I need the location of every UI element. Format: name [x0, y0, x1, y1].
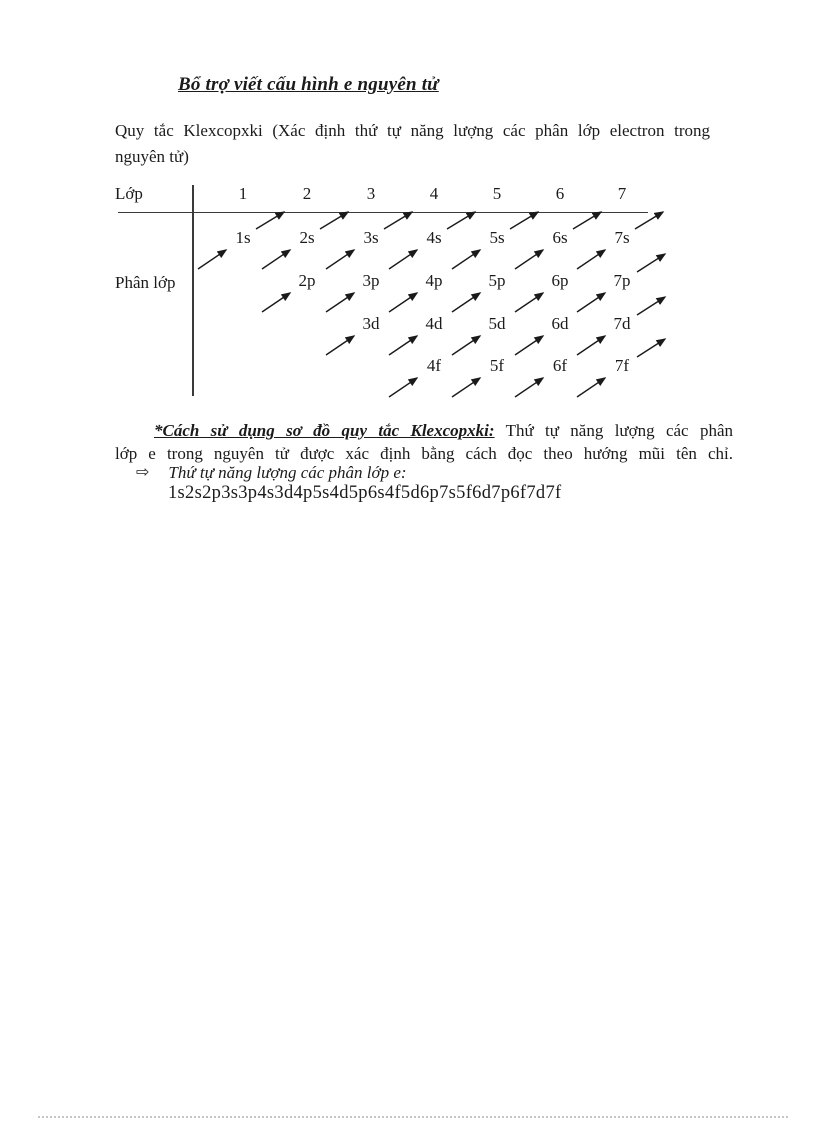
- intro-line-1: Quy tắc Klexcopxki (Xác định thứ tự năng lượng các phân lớp electron trong: [115, 121, 710, 140]
- page-bottom-rule: [38, 1116, 788, 1118]
- diagram-horizontal-line: [118, 212, 648, 214]
- shell-number-4: 4: [429, 184, 439, 203]
- diagonal-arrow-icon: [515, 378, 543, 397]
- diagonal-arrow-icon: [198, 250, 226, 269]
- diagonal-arrow-icon: [452, 293, 480, 312]
- usage-line-2: lớp e trong nguyên tử được xác định bằng cách đọc theo hướng mũi tên chỉ.: [115, 444, 733, 463]
- usage-line-1: [115, 419, 733, 442]
- subshell-label-5p: 5p: [488, 271, 506, 290]
- diagonal-arrow-icon: [326, 293, 354, 312]
- intro-paragraph: [115, 118, 710, 170]
- usage-lead: *Cách sử dụng sơ đồ quy tắc Klexcopxki:: [154, 421, 495, 440]
- subshell-label-5f: 5f: [489, 356, 505, 375]
- subshell-axis-label: Phân lớp: [115, 273, 176, 292]
- diagonal-arrow-icon: [637, 339, 665, 357]
- diagonal-arrow-icon: [452, 250, 480, 269]
- diagonal-arrow-icon: [515, 250, 543, 269]
- page-title: Bổ trợ viết cấu hình e nguyên tử: [178, 74, 439, 95]
- subshell-label-5s: 5s: [489, 228, 505, 247]
- shell-number-3: 3: [366, 184, 376, 203]
- energy-sequence: 1s2s2p3s3p4s3d4p5s4d5p6s4f5d6p7s5f6d7p6f7d7f: [168, 483, 562, 503]
- subshell-label-6d: 6d: [551, 314, 569, 333]
- shell-axis-label: Lớp: [115, 184, 143, 203]
- diagonal-arrow-icon: [326, 250, 354, 269]
- shell-number-2: 2: [302, 184, 312, 203]
- subshell-label-4p: 4p: [425, 271, 443, 290]
- shell-number-1: 1: [238, 184, 248, 203]
- subshell-label-7d: 7d: [613, 314, 631, 333]
- diagonal-arrow-icon: [389, 378, 417, 397]
- subshell-label-6f: 6f: [552, 356, 568, 375]
- subshell-label-4d: 4d: [425, 314, 443, 333]
- usage-tail: Thứ tự năng lượng các phân: [505, 421, 733, 440]
- diagonal-arrow-icon: [447, 212, 475, 229]
- diagonal-arrow-icon: [635, 212, 663, 229]
- subshell-label-7s: 7s: [614, 228, 630, 247]
- diagonal-arrow-icon: [256, 212, 284, 229]
- subshell-label-2s: 2s: [299, 228, 315, 247]
- arrow-bullet-icon: ⇨: [136, 462, 150, 481]
- diagonal-arrow-icon: [637, 297, 665, 315]
- subshell-label-2p: 2p: [298, 271, 316, 290]
- diagonal-arrow-icon: [573, 212, 601, 229]
- diagonal-arrow-icon: [389, 293, 417, 312]
- klechkowski-diagram: [0, 175, 816, 410]
- usage-paragraph: [115, 419, 733, 465]
- diagonal-arrow-icon: [577, 250, 605, 269]
- shell-number-7: 7: [617, 184, 627, 203]
- diagonal-arrow-icon: [452, 336, 480, 355]
- diagonal-arrow-icon: [515, 336, 543, 355]
- subshell-label-7p: 7p: [613, 271, 631, 290]
- subshell-label-3s: 3s: [363, 228, 379, 247]
- bullet-text: Thứ tự năng lượng các phân lớp e:: [168, 463, 407, 482]
- subshell-label-3p: 3p: [362, 271, 380, 290]
- diagonal-arrow-icon: [577, 293, 605, 312]
- intro-line-2: nguyên tử): [115, 147, 189, 166]
- diagonal-arrow-icon: [577, 378, 605, 397]
- bullet-line: [136, 461, 407, 484]
- diagonal-arrow-icon: [510, 212, 538, 229]
- subshell-label-5d: 5d: [488, 314, 506, 333]
- shell-number-6: 6: [555, 184, 565, 203]
- subshell-label-4f: 4f: [426, 356, 442, 375]
- diagonal-arrow-icon: [389, 336, 417, 355]
- diagonal-arrow-icon: [326, 336, 354, 355]
- subshell-label-1s: 1s: [235, 228, 251, 247]
- diagonal-arrow-icon: [389, 250, 417, 269]
- subshell-label-6s: 6s: [552, 228, 568, 247]
- subshell-label-4s: 4s: [426, 228, 442, 247]
- diagonal-arrow-icon: [384, 212, 412, 229]
- diagonal-arrow-icon: [515, 293, 543, 312]
- subshell-label-7f: 7f: [614, 356, 630, 375]
- diagonal-arrow-icon: [452, 378, 480, 397]
- subshell-label-3d: 3d: [362, 314, 380, 333]
- diagram-vertical-line: [192, 185, 194, 396]
- subshell-label-6p: 6p: [551, 271, 569, 290]
- diagonal-arrow-icon: [262, 293, 290, 312]
- diagonal-arrow-icon: [577, 336, 605, 355]
- diagonal-arrow-icon: [637, 254, 665, 272]
- diagonal-arrow-icon: [262, 250, 290, 269]
- diagonal-arrow-icon: [320, 212, 348, 229]
- shell-number-5: 5: [492, 184, 502, 203]
